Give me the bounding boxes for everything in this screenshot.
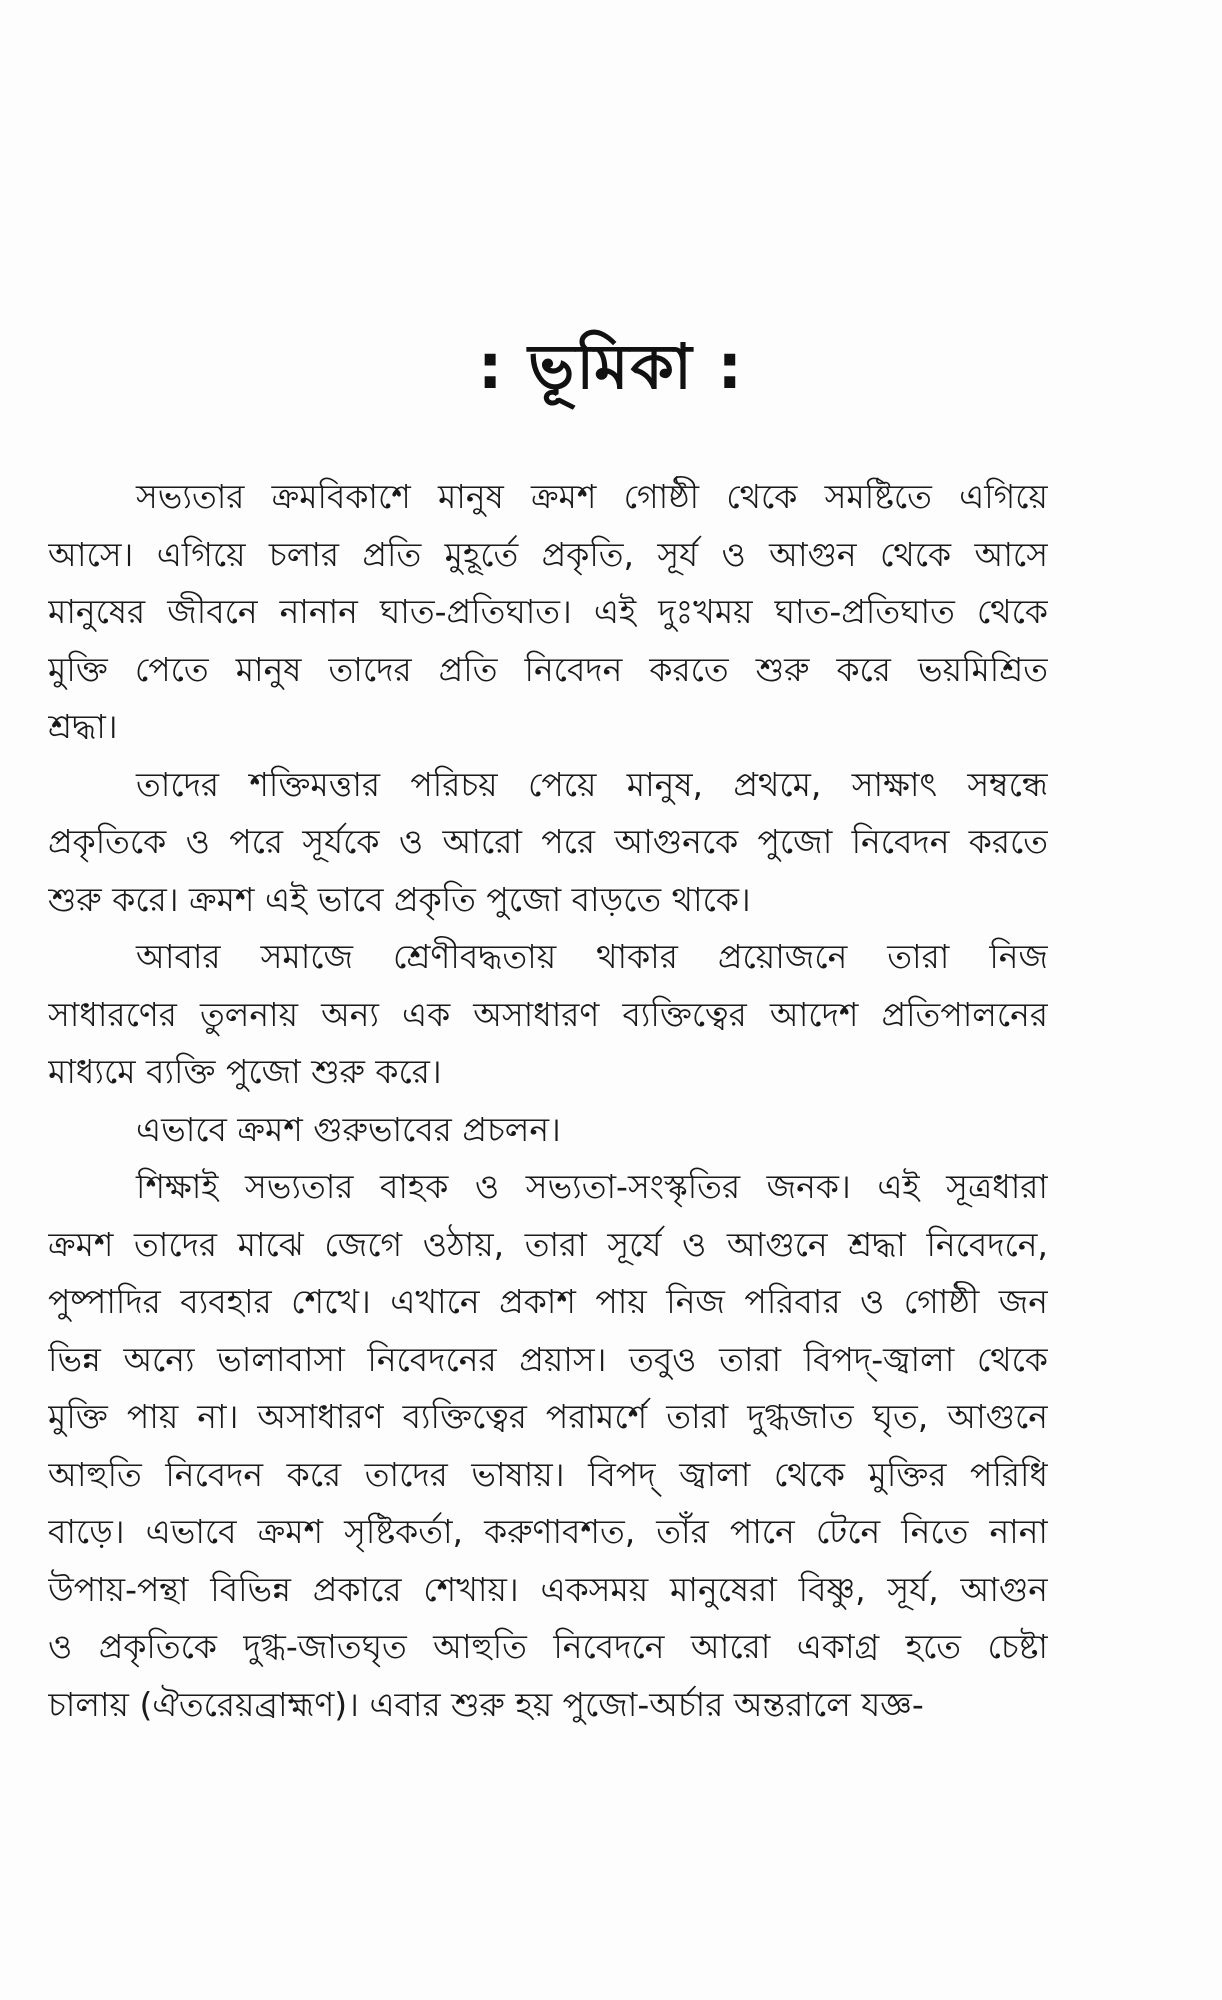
text-line: মানুষের জীবনে নানান ঘাত-প্রতিঘাত। এই দুঃখময় ঘাত-প্রতিঘাত থেকে bbox=[48, 592, 1048, 631]
text-line: পুষ্পাদির ব্যবহার শেখে। এখানে প্রকাশ পায় নিজ পরিবার ও গোষ্ঠী জন bbox=[48, 1282, 1048, 1321]
text-line: আসে। এগিয়ে চলার প্রতি মুহূর্তে প্রকৃতি, সূর্য ও আগুন থেকে আসে bbox=[48, 534, 1048, 574]
text-line: সভ্যতার ক্রমবিকাশে মানুষ ক্রমশ গোষ্ঠী থেকে সমষ্টিতে এগিয়ে bbox=[136, 477, 1048, 516]
text-line: মাধ্যমে ব্যক্তি পুজো শুরু করে। bbox=[48, 1052, 442, 1091]
text-line: চালায় (ঐতরেয়ব্রাহ্মণ)। এবার শুরু হয় পুজো-অর্চার অন্তরালে যজ্ঞ- bbox=[48, 1684, 924, 1724]
paragraph bbox=[48, 928, 1048, 1101]
text-line: ভিন্ন অন্যে ভালাবাসা নিবেদনের প্রয়াস। তবুও তারা বিপদ্-জ্বালা থেকে bbox=[48, 1339, 1048, 1379]
text-line: ক্রমশ তাদের মাঝে জেগে ওঠায়, তারা সূর্যে ও আগুনে শ্রদ্ধা নিবেদনে, bbox=[48, 1224, 1048, 1264]
text-line: ও প্রকৃতিকে দুগ্ধ-জাতঘৃত আহুতি নিবেদনে আরো একাগ্র হতে চেষ্টা bbox=[48, 1627, 1048, 1666]
text-line: এভাবে ক্রমশ গুরুভাবের প্রচলন। bbox=[136, 1109, 561, 1149]
body-text bbox=[48, 468, 1048, 1733]
paragraph bbox=[48, 1101, 1048, 1159]
text-line: সাধারণের তুলনায় অন্য এক অসাধারণ ব্যক্তিত্বের আদেশ প্রতিপালনের bbox=[48, 994, 1048, 1034]
text-line: মুক্তি পেতে মানুষ তাদের প্রতি নিবেদন করতে শুরু করে ভয়মিশ্রিত bbox=[48, 649, 1048, 689]
text-line: শুরু করে। ক্রমশ এই ভাবে প্রকৃতি পুজো বাড়তে থাকে। bbox=[48, 879, 751, 919]
text-line: মুক্তি পায় না। অসাধারণ ব্যক্তিত্বের পরামর্শে তারা দুগ্ধজাত ঘৃত, আগুনে bbox=[48, 1397, 1048, 1436]
paragraph bbox=[48, 1158, 1048, 1733]
paragraph bbox=[48, 756, 1048, 929]
text-line: প্রকৃতিকে ও পরে সূর্যকে ও আরো পরে আগুনকে পুজো নিবেদন করতে bbox=[48, 822, 1048, 861]
text-line: তাদের শক্তিমত্তার পরিচয় পেয়ে মানুষ, প্রথমে, সাক্ষাৎ সম্বন্ধে bbox=[136, 764, 1048, 804]
text-line: আবার সমাজে শ্রেণীবদ্ধতায় থাকার প্রয়োজনে তারা নিজ bbox=[136, 937, 1048, 976]
page-heading: : ভূমিকা : bbox=[477, 330, 745, 403]
text-line: শিক্ষাই সভ্যতার বাহক ও সভ্যতা-সংস্কৃতির জনক। এই সূত্রধারা bbox=[136, 1167, 1048, 1206]
text-line: উপায়-পন্থা বিভিন্ন প্রকারে শেখায়। একসময় মানুষেরা বিষ্ণু, সূর্য, আগুন bbox=[48, 1569, 1048, 1609]
paragraph bbox=[48, 468, 1048, 756]
text-line: শ্রদ্ধা। bbox=[48, 707, 118, 746]
text-line: বাড়ে। এভাবে ক্রমশ সৃষ্টিকর্তা, করুণাবশত, তাঁর পানে টেনে নিতে নানা bbox=[48, 1512, 1048, 1551]
text-line: আহুতি নিবেদন করে তাদের ভাষায়। বিপদ্ জ্বালা থেকে মুক্তির পরিধি bbox=[48, 1454, 1048, 1494]
